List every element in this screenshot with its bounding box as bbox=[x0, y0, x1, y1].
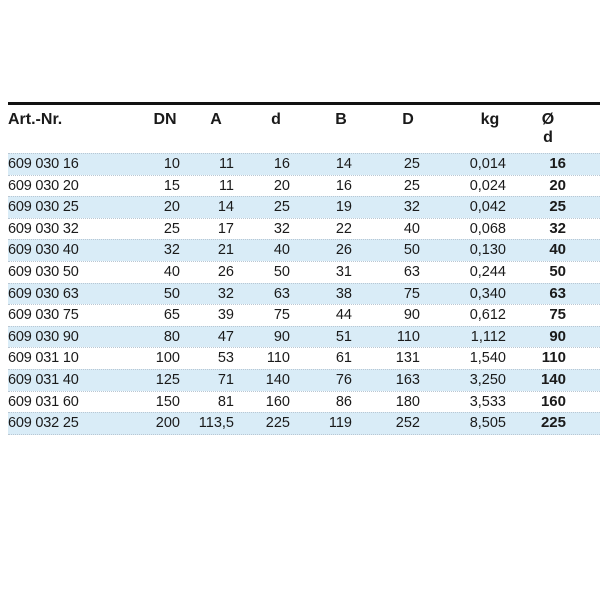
cell-art-nr: 609 030 90 bbox=[8, 328, 79, 345]
cell-d-upper: 180 bbox=[395, 393, 420, 410]
header-dn: DN bbox=[153, 111, 177, 128]
cell-d-upper: 32 bbox=[403, 199, 420, 216]
header-b: B bbox=[335, 111, 347, 128]
cell-art-nr: 609 030 20 bbox=[8, 177, 79, 194]
cell-kg: 3,250 bbox=[469, 371, 506, 388]
cell-d: 75 bbox=[273, 307, 290, 324]
cell-art-nr: 609 031 10 bbox=[8, 350, 79, 367]
cell-b: 16 bbox=[335, 177, 352, 194]
table-row bbox=[8, 175, 600, 197]
cell-d: 16 bbox=[273, 156, 290, 172]
cell-d-upper: 252 bbox=[395, 415, 420, 432]
cell-d: 32 bbox=[273, 220, 290, 237]
cell-outer-diameter: 20 bbox=[549, 176, 566, 194]
cell-d-upper: 25 bbox=[403, 156, 420, 172]
cell-kg: 0,024 bbox=[469, 177, 506, 194]
cell-b: 22 bbox=[335, 220, 352, 237]
cell-d-upper: 40 bbox=[403, 220, 420, 237]
cell-art-nr: 609 031 60 bbox=[8, 393, 79, 410]
cell-dn: 65 bbox=[163, 307, 180, 324]
cell-b: 26 bbox=[335, 242, 352, 259]
table-row bbox=[8, 283, 600, 305]
cell-d-upper: 110 bbox=[396, 328, 420, 345]
cell-d: 225 bbox=[265, 415, 290, 432]
cell-dn: 125 bbox=[155, 371, 180, 388]
cell-outer-diameter: 160 bbox=[540, 392, 566, 410]
cell-kg: 0,340 bbox=[469, 285, 506, 302]
cell-d: 40 bbox=[273, 242, 290, 259]
table-row bbox=[8, 391, 600, 413]
table-row bbox=[8, 369, 600, 391]
cell-d: 110 bbox=[266, 350, 290, 367]
cell-kg: 1,112 bbox=[470, 328, 506, 345]
cell-outer-diameter: 63 bbox=[549, 284, 566, 302]
header-outer-diameter bbox=[538, 111, 558, 147]
cell-a: 17 bbox=[217, 220, 234, 237]
dimension-table bbox=[8, 102, 600, 435]
cell-d-upper: 90 bbox=[403, 307, 420, 324]
cell-b: 119 bbox=[328, 415, 352, 432]
table-row bbox=[8, 153, 600, 175]
cell-outer-diameter: 32 bbox=[549, 219, 566, 237]
cell-b: 86 bbox=[335, 393, 352, 410]
cell-d-upper: 63 bbox=[403, 263, 420, 280]
table-row bbox=[8, 218, 600, 240]
cell-kg: 0,244 bbox=[469, 263, 506, 280]
table-row bbox=[8, 326, 600, 348]
cell-d: 90 bbox=[273, 328, 290, 345]
header-a: A bbox=[210, 111, 222, 128]
cell-d-upper: 131 bbox=[395, 350, 420, 367]
cell-b: 14 bbox=[335, 156, 352, 172]
cell-outer-diameter: 40 bbox=[549, 241, 566, 259]
cell-a: 26 bbox=[217, 263, 234, 280]
cell-kg: 3,533 bbox=[469, 393, 506, 410]
table-row bbox=[8, 239, 600, 261]
cell-art-nr: 609 030 63 bbox=[8, 285, 79, 302]
table-body bbox=[8, 153, 600, 435]
cell-kg: 0,612 bbox=[469, 307, 506, 324]
cell-outer-diameter: 75 bbox=[549, 306, 566, 324]
cell-a: 47 bbox=[217, 328, 234, 345]
header-od-letter: d bbox=[543, 129, 553, 146]
cell-b: 38 bbox=[335, 285, 352, 302]
table-row bbox=[8, 304, 600, 326]
cell-d-upper: 25 bbox=[403, 177, 420, 194]
cell-b: 31 bbox=[335, 263, 352, 280]
cell-art-nr: 609 030 50 bbox=[8, 263, 79, 280]
header-od-symbol: Ø bbox=[541, 111, 555, 128]
cell-d: 63 bbox=[273, 285, 290, 302]
cell-dn: 32 bbox=[163, 242, 180, 259]
cell-art-nr: 609 030 16 bbox=[8, 156, 79, 172]
cell-outer-diameter: 110 bbox=[541, 349, 566, 367]
cell-b: 61 bbox=[335, 350, 352, 367]
header-d: d bbox=[271, 111, 281, 128]
cell-d-upper: 50 bbox=[403, 242, 420, 259]
cell-art-nr: 609 030 32 bbox=[8, 220, 79, 237]
header-d-upper: D bbox=[402, 111, 414, 128]
header-art-nr: Art.-Nr. bbox=[8, 111, 63, 128]
cell-outer-diameter: 50 bbox=[549, 262, 566, 280]
cell-kg: 0,014 bbox=[469, 156, 506, 172]
cell-dn: 100 bbox=[155, 350, 180, 367]
cell-art-nr: 609 030 40 bbox=[8, 242, 79, 259]
cell-dn: 150 bbox=[155, 393, 180, 410]
cell-outer-diameter: 90 bbox=[549, 327, 566, 345]
cell-a: 71 bbox=[217, 371, 234, 388]
cell-dn: 15 bbox=[163, 177, 180, 194]
cell-a: 39 bbox=[217, 307, 234, 324]
cell-a: 21 bbox=[217, 242, 234, 259]
cell-a: 11 bbox=[218, 177, 234, 194]
cell-a: 32 bbox=[217, 285, 234, 302]
cell-d: 20 bbox=[273, 177, 290, 194]
cell-kg: 8,505 bbox=[469, 415, 506, 432]
cell-kg: 0,042 bbox=[469, 199, 506, 216]
cell-art-nr: 609 030 75 bbox=[8, 307, 79, 324]
cell-outer-diameter: 225 bbox=[540, 414, 566, 432]
cell-dn: 200 bbox=[155, 415, 180, 432]
cell-d: 140 bbox=[265, 371, 290, 388]
cell-dn: 25 bbox=[163, 220, 180, 237]
cell-art-nr: 609 030 25 bbox=[8, 199, 79, 216]
cell-d: 160 bbox=[265, 393, 290, 410]
table-row bbox=[8, 196, 600, 218]
cell-art-nr: 609 032 25 bbox=[8, 415, 79, 432]
cell-dn: 20 bbox=[163, 199, 180, 216]
cell-d-upper: 163 bbox=[395, 371, 420, 388]
cell-art-nr: 609 031 40 bbox=[8, 371, 79, 388]
table-row bbox=[8, 347, 600, 369]
cell-a: 53 bbox=[217, 350, 234, 367]
cell-a: 81 bbox=[217, 393, 234, 410]
cell-kg: 0,068 bbox=[469, 220, 506, 237]
cell-kg: 0,130 bbox=[469, 242, 506, 259]
cell-a: 14 bbox=[217, 199, 234, 216]
cell-outer-diameter: 25 bbox=[549, 198, 566, 216]
cell-outer-diameter: 140 bbox=[540, 370, 566, 388]
cell-b: 51 bbox=[335, 328, 352, 345]
table-row bbox=[8, 261, 600, 283]
cell-dn: 10 bbox=[163, 156, 180, 172]
cell-d: 50 bbox=[273, 263, 290, 280]
header-kg: kg bbox=[480, 111, 500, 128]
cell-a: 113,5 bbox=[198, 415, 234, 432]
table-row bbox=[8, 412, 600, 435]
cell-a: 11 bbox=[218, 156, 234, 172]
table-header bbox=[8, 105, 600, 153]
cell-dn: 40 bbox=[163, 263, 180, 280]
cell-dn: 50 bbox=[163, 285, 180, 302]
cell-dn: 80 bbox=[163, 328, 180, 345]
cell-kg: 1,540 bbox=[469, 350, 506, 367]
cell-b: 44 bbox=[335, 307, 352, 324]
cell-b: 19 bbox=[335, 199, 352, 216]
cell-b: 76 bbox=[335, 371, 352, 388]
cell-outer-diameter: 16 bbox=[549, 155, 566, 172]
cell-d-upper: 75 bbox=[403, 285, 420, 302]
cell-d: 25 bbox=[273, 199, 290, 216]
